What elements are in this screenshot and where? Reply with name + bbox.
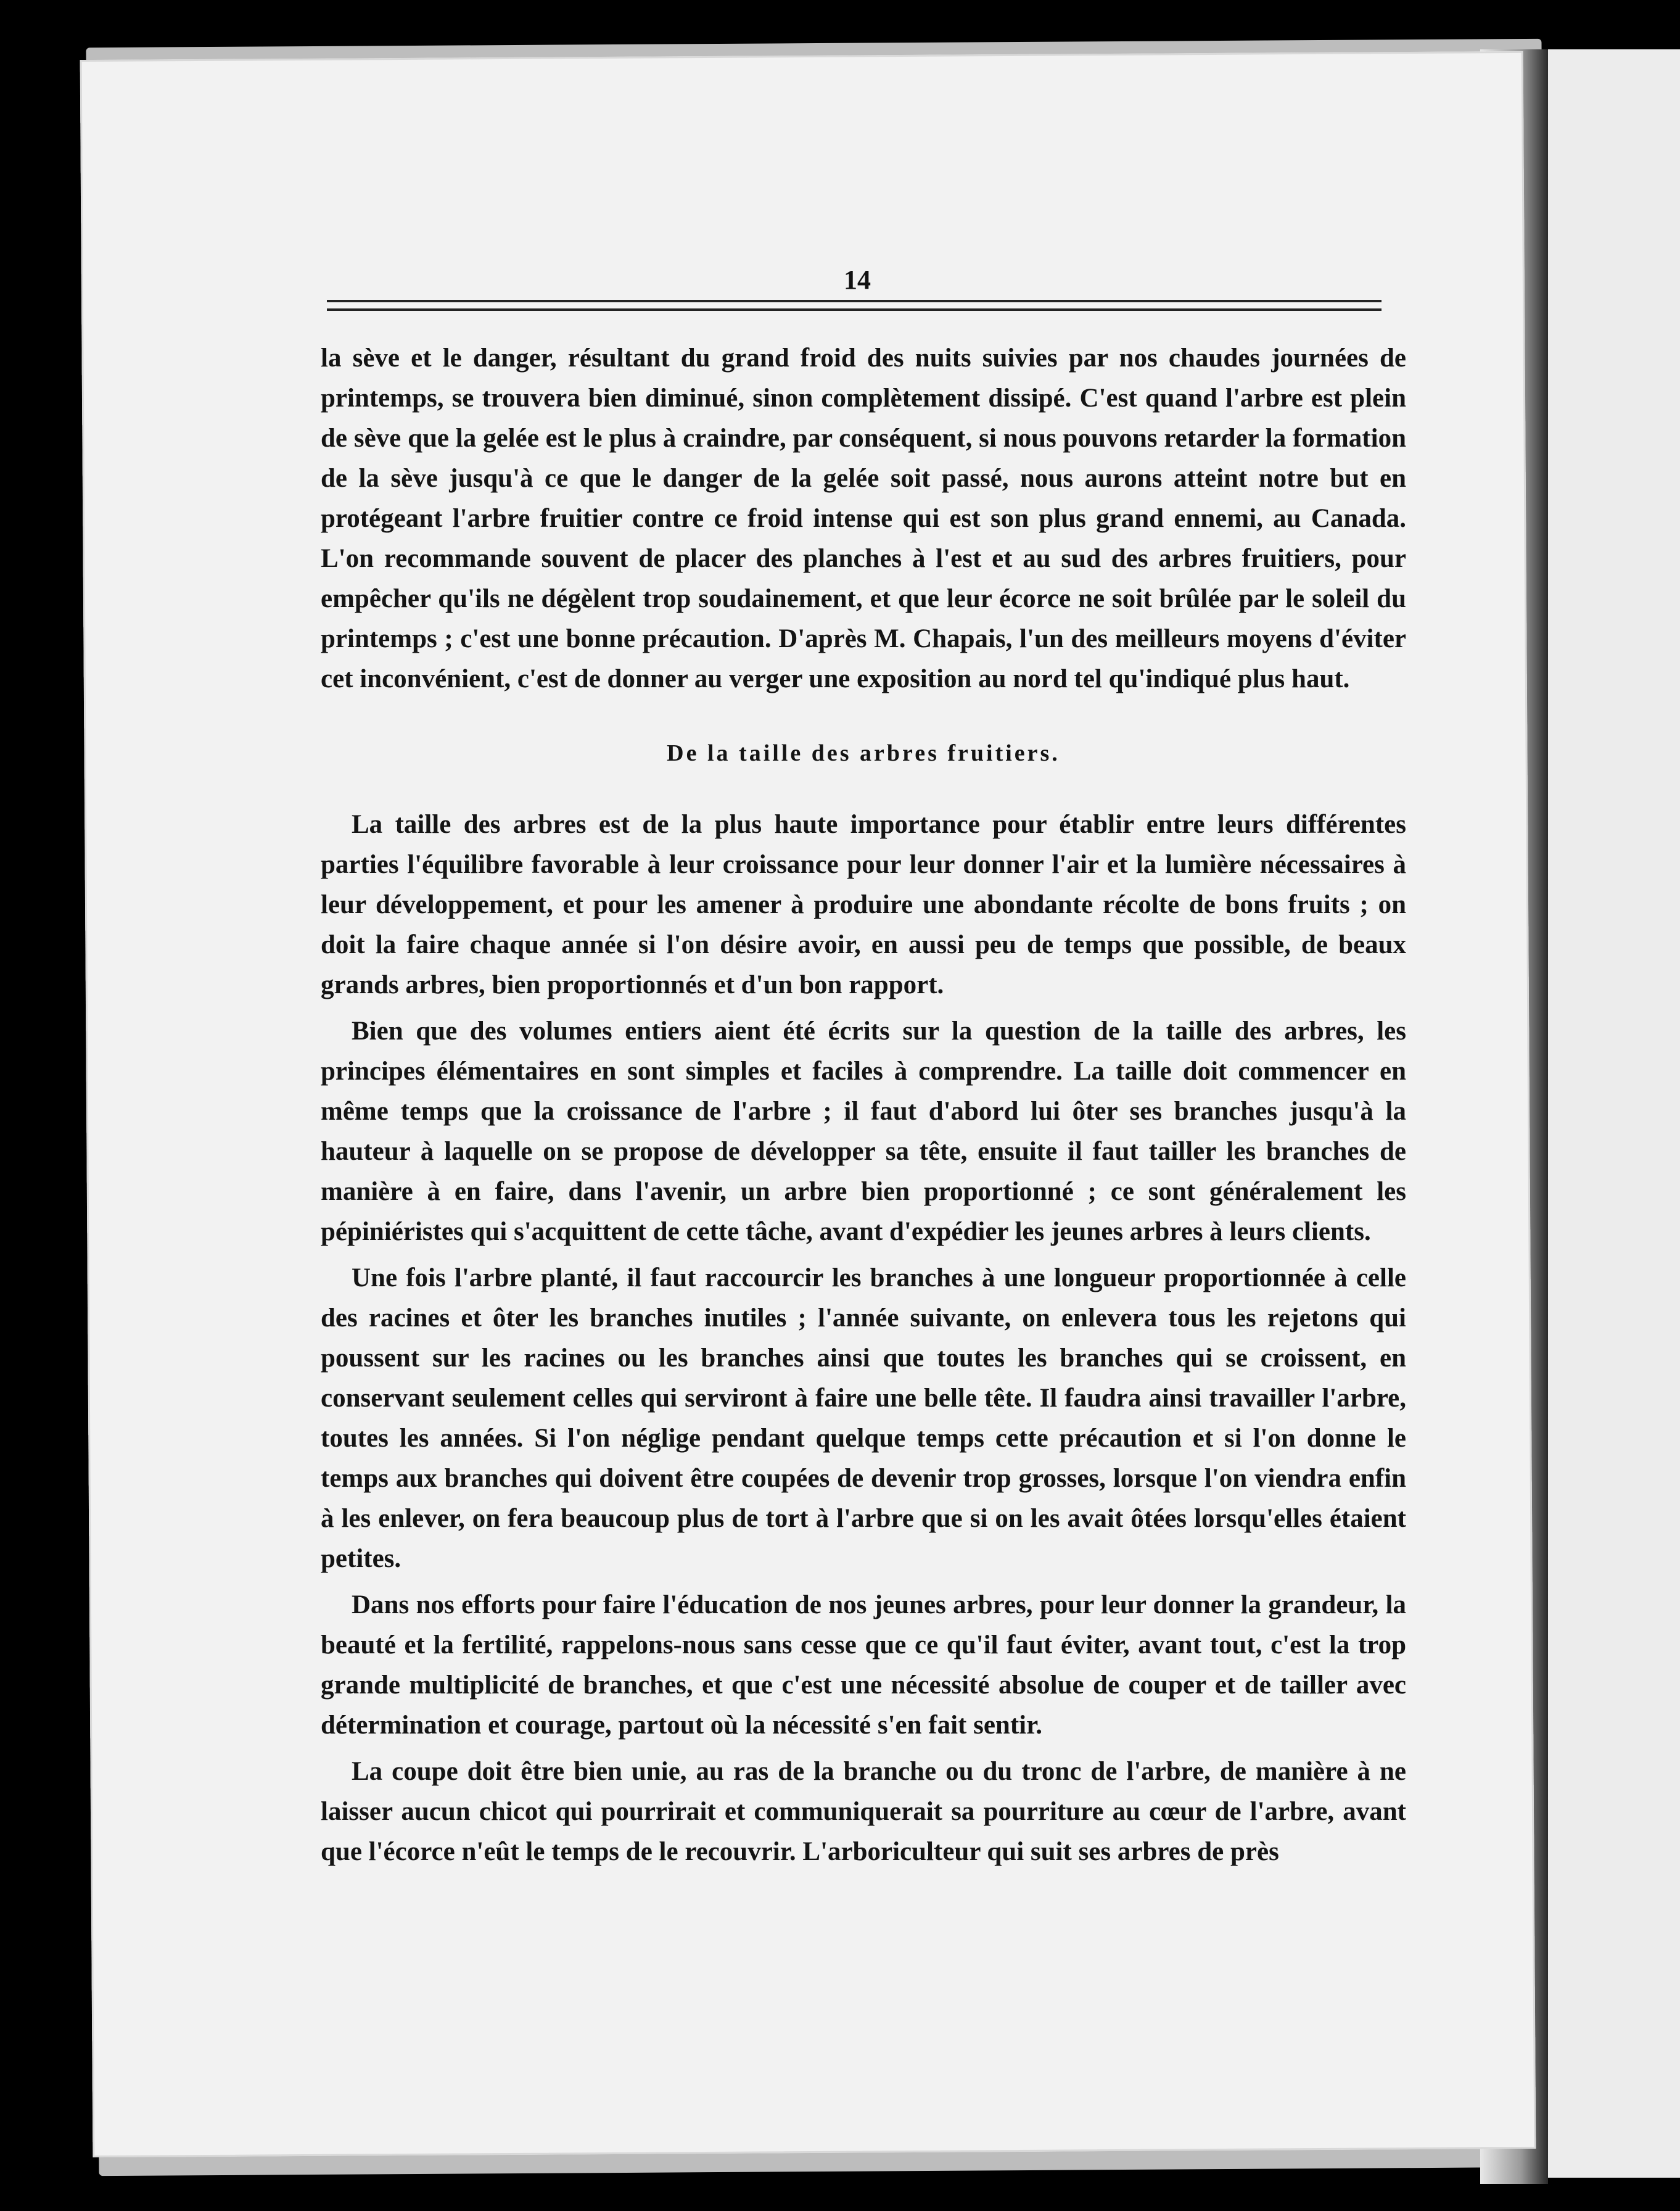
page-body (321, 338, 1406, 1872)
paragraph: La coupe doit être bien unie, au ras de la branche ou du tronc de l'arbre, de manière à ne laisser aucun chicot qui pourrirait et communiquerait sa pourriture au cœur de l'arbre, avant que l'écorce n'eût le temps de le recouvrir. L'arboriculteur qui suit ses arbres de près (321, 1757, 1406, 1866)
paragraph-continuation: la sève et le danger, résultant du grand froid des nuits suivies par nos chaudes journées de printemps, se trouvera bien diminué, sinon complètement dissipé. C'est quand l'arbre est plein de sève que la gelée est le plus à craindre, par conséquent, si nous pouvons retarder la formation de la sève jusqu'à ce que le danger de la gelée soit passé, nous aurons atteint notre but en protégeant l'arbre fruitier contre ce froid intense qui est son plus grand ennemi, au Canada. L'on recommande souvent de placer des planches à l'est et au sud des arbres fruitiers, pour empêcher qu'ils ne dégèlent trop soudainement, et que leur écorce ne soit brûlée par le soleil du printemps ; c'est une bonne précaution. D'après M. Chapais, l'un des meilleurs moyens d'éviter cet inconvénient, c'est de donner au verger une exposition au nord tel qu'indiqué plus haut. (321, 344, 1406, 693)
paragraph: La taille des arbres est de la plus haute importance pour établir entre leurs différentes parties l'équilibre favorable à leur croissance pour leur donner l'air et la lumière nécessaires à leur développement, et pour les amener à produire une abondante récolte de bons fruits ; on doit la faire chaque année si l'on désire avoir, en aussi peu de temps que possible, de beaux grands arbres, bien proportionnés et d'un bon rapport. (321, 810, 1406, 999)
paragraph: Une fois l'arbre planté, il faut raccourcir les branches à une longueur proportionnée à celle des racines et ôter les branches inutiles ; l'année suivante, on enlevera tous les rejetons qui poussent sur les racines ou les branches ainsi que toutes les branches qui se croissent, en conservant seulement celles qui serviront à faire une belle tête. Il faudra ainsi travailler l'arbre, toutes les années. Si l'on néglige pendant quelque temps cette précaution et si l'on donne le temps aux branches qui doivent être coupées de devenir trop grosses, lorsque l'on viendra enfin à les enlever, on fera beaucoup plus de tort à l'arbre que si on les avait ôtées lorsqu'elles étaient petites. (321, 1263, 1406, 1573)
header-rule-bottom (327, 308, 1381, 311)
facing-page-edge (1542, 49, 1680, 2178)
paragraph: Bien que des volumes entiers aient été écrits sur la question de la taille des arbres, les principes élémentaires en sont simples et faciles à comprendre. La taille doit commencer en même temps que la croissance de l'arbre ; il faut d'abord lui ôter ses branches jusqu'à la hauteur à laquelle on se propose de développer sa tête, ensuite il faut tailler les branches de manière à en faire, dans l'avenir, un arbre bien proportionné ; ce sont généralement les pépiniéristes qui s'acquittent de cette tâche, avant d'expédier les jeunes arbres à leurs clients. (321, 1017, 1406, 1246)
section-heading: De la taille des arbres fruitiers. (667, 740, 1060, 766)
header-rule-top (327, 300, 1381, 302)
page-number: 14 (844, 265, 871, 295)
paragraph: Dans nos efforts pour faire l'éducation de nos jeunes arbres, pour leur donner la grandeur, la beauté et la fertilité, rappelons-nous sans cesse que ce qu'il faut éviter, avant tout, c'est la trop grande multiplicité de branches, et que c'est une nécessité absolue de couper et de tailler avec détermination et courage, partout où la nécessité s'en fait sentir. (321, 1590, 1406, 1740)
